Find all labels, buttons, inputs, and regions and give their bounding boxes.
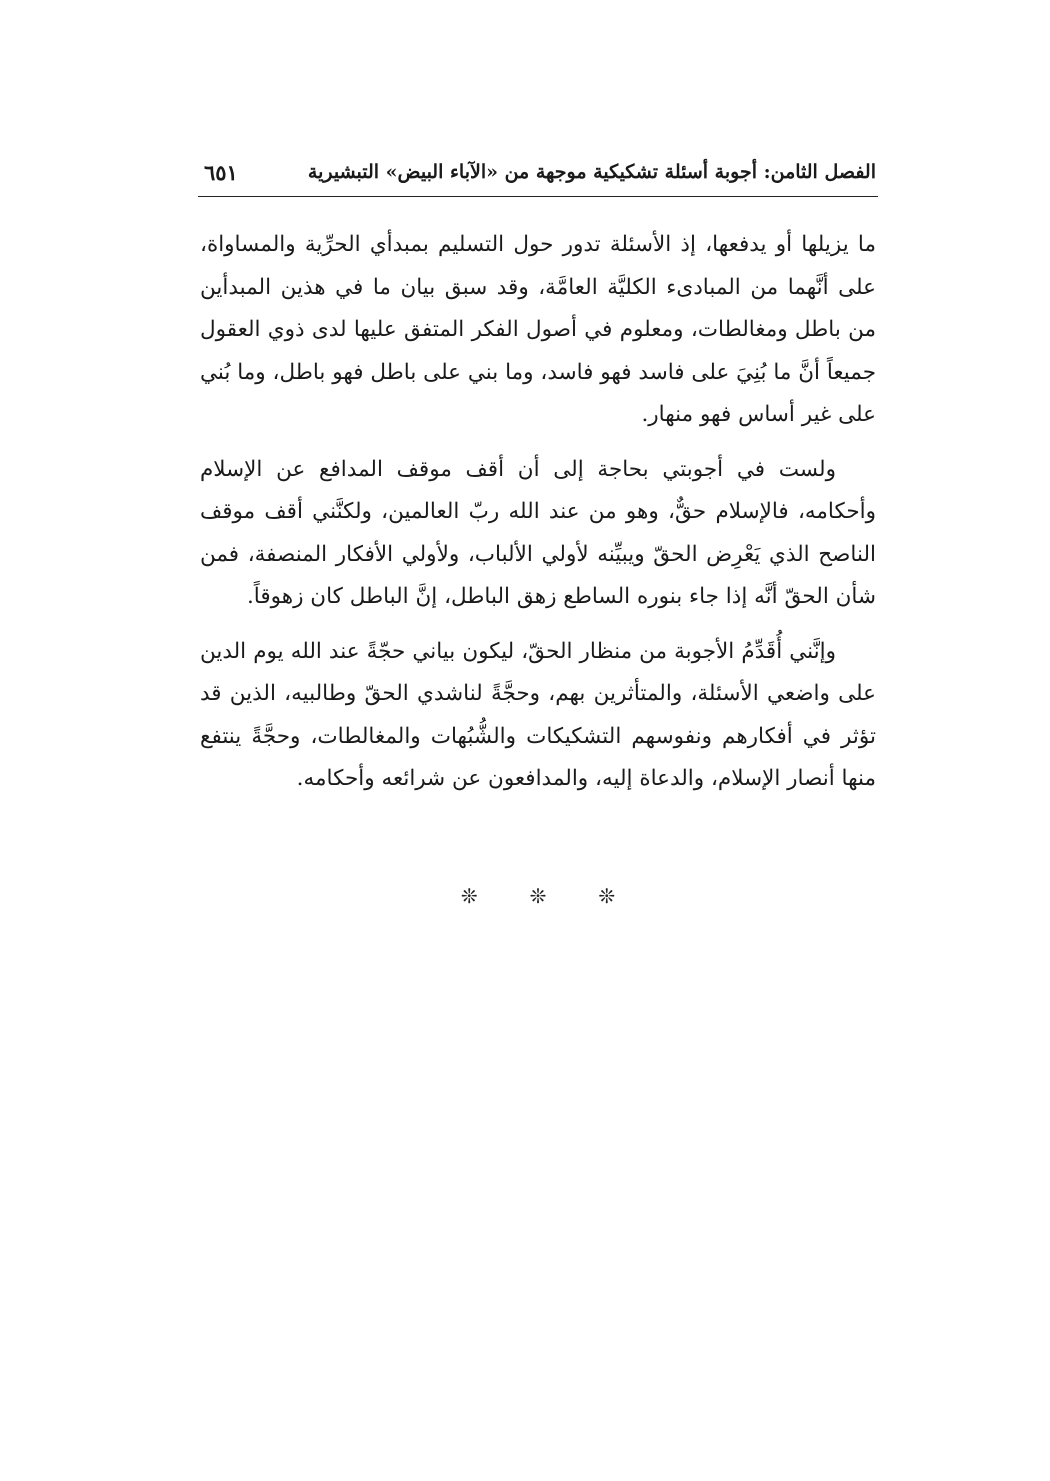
asterism-icon: ❊ xyxy=(529,884,547,908)
asterism-icon: ❊ xyxy=(598,884,616,908)
asterism-icon: ❊ xyxy=(460,884,478,908)
section-separator xyxy=(200,884,876,916)
paragraph-1: ما يزيلها أو يدفعها، إذ الأسئلة تدور حول التسليم بمبدأي الحرِّية والمساواة، على أنَّهما من المبادىء الكليَّة العامَّة، وقد سبق بيان ما في هذين المبدأين من باطل ومغالطات، ومعلوم في أصول الفكر المتفق عليها لدى ذوي العقول جميعاً أنَّ ما بُنِيَ على فاسد فهو فاسد، وما بني على باطل فهو باطل، وما بُني على غير أساس فهو منهار. xyxy=(200,232,876,427)
page-number: ٦٥١ xyxy=(204,159,238,185)
running-header xyxy=(200,152,876,192)
body-text xyxy=(200,224,876,813)
header-rule xyxy=(198,196,878,197)
paragraph-3: وإنَّني أُقَدِّمُ الأجوبة من منظار الحقّ، ليكون بياني حجّةً عند الله يوم الدين على واضعي الأسئلة، والمتأثرين بهم، وحجَّةً لناشدي الحقّ وطالبيه، الذين قد تؤثر في أفكارهم ونفوسهم التشكيكات والشُّبُهات والمغالطات، وحجَّةً ينتفع منها أنصار الإسلام، والدعاة إليه، والمدافعون عن شرائعه وأحكامه. xyxy=(200,638,876,791)
paragraph-2: ولست في أجوبتي بحاجة إلى أن أقف موقف المدافع عن الإسلام وأحكامه، فالإسلام حقٌّ، وهو من عند الله ربّ العالمين، ولكنَّني أقف موقف الناصح الذي يَعْرِض الحقّ ويبيِّنه لأولي الألباب، ولأولي الأفكار المنصفة، فمن شأن الحقّ أنَّه إذا جاء بنوره الساطع زهق الباطل، إنَّ الباطل كان زهوقاً. xyxy=(200,456,876,609)
chapter-title: الفصل الثامن: أجوبة أسئلة تشكيكية موجهة من «الآباء البيض» التبشيرية xyxy=(307,161,876,183)
